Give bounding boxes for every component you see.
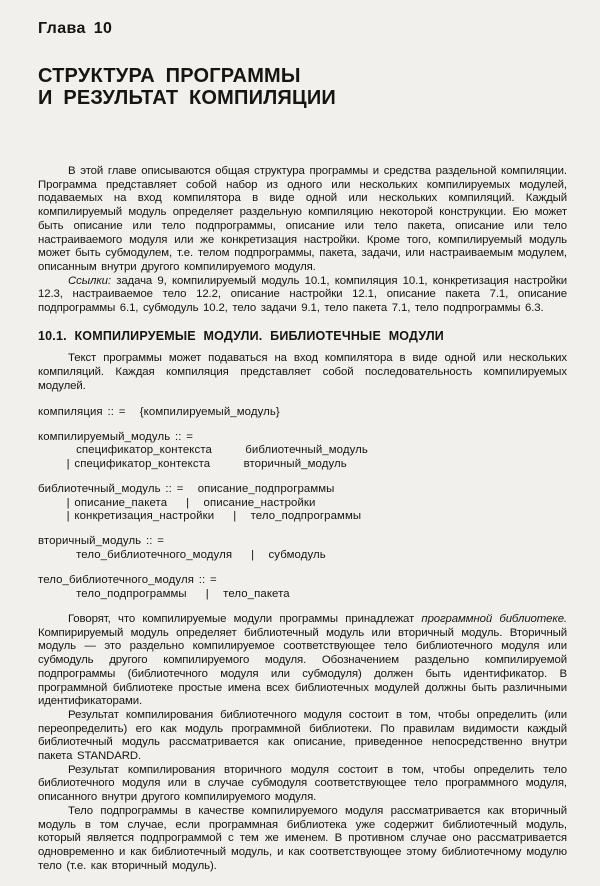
bnf-grammar bbox=[38, 406, 567, 601]
bnf-line: компилируемый_модуль :: = bbox=[38, 430, 194, 443]
bnf-rule-secondary-unit bbox=[38, 535, 567, 562]
section-paragraph-2-pre: Говорят, что компилируемые модули программы принадлежат bbox=[68, 613, 422, 626]
bnf-line: спецификатор_контекста библиотечный_модуль bbox=[38, 444, 368, 457]
bnf-line: | описание_пакета | описание_настройки bbox=[38, 496, 316, 509]
page-body bbox=[38, 165, 567, 873]
section-paragraph-4 bbox=[38, 764, 567, 805]
section-paragraph-5-text: Тело подпрограммы в качестве компилируемого модуля рассматривается как вторичный модуль в том случае, если программная библиотека уже содержит библиотечный модуль, который является подпрограммой с тем же именем. В противном случае оно рассматривается одновременно и как библиотечный модуль, и как соответствующее этому библиотечному модулю тело (т.е. как вторичный модуль). bbox=[38, 804, 567, 872]
bnf-line: тело_подпрограммы | тело_пакета bbox=[38, 587, 290, 600]
bnf-line: библиотечный_модуль :: = описание_подпрограммы bbox=[38, 483, 335, 496]
bnf-line: тело_библиотечного_модуля :: = bbox=[38, 574, 217, 587]
intro-paragraph-text: В этой главе описываются общая структура программы и средства раздельной компиляции. Программа представляет собой набор из одного или нескольких компилируемых модулей, подаваемых на вход компилятора в виде одной или нескольких компиляций. Каждый компилируемый модуль определяет раздельную компиляцию некоторой конструкции. Ею может быть описание или тело подпрограммы, описание или тело пакета, описание или тело настраиваемого модуля или же конкретизация настройки. Кроме того, компилируемый модуль может быть субмодулем, т.е. телом подпрограммы, пакета, задачи, или настраиваемым модулем, описанным внутри другого компилируемого модуля. bbox=[38, 165, 567, 273]
chapter-label: Глава 10 bbox=[38, 20, 113, 37]
section-paragraph-2-post: Компирируемый модуль определяет библиотечный модуль или вторичный модуль. Вторичный модуль — это раздельно компилируемое соответствующее тело библиотечного модуля или субмодуль другого компилируемого модуля. Обозначением раздельно компилируемой подпрограммы (библиотечного модуля или субмодуля) должен быть идентификатор. В программной библиотеке простые имена всех библиотечных модулей должны быть различными идентификаторами. bbox=[38, 626, 567, 708]
section-paragraph-2 bbox=[38, 613, 567, 709]
bnf-line: компиляция :: = {компилируемый_модуль} bbox=[38, 405, 280, 418]
bnf-rule-compilation-unit bbox=[38, 431, 567, 471]
chapter-title bbox=[38, 65, 567, 109]
section-paragraph-4-text: Результат компилирования вторичного модуля состоит в том, чтобы определить тело библиотечного модуля или в случае субмодуля соответствующее тело программного модуля, описанного внутри другого компилируемого модуля. bbox=[38, 763, 567, 804]
references-paragraph bbox=[38, 275, 567, 316]
bnf-line: вторичный_модуль :: = bbox=[38, 535, 165, 548]
section-paragraph-1 bbox=[38, 352, 567, 393]
bnf-rule-compilation bbox=[38, 406, 567, 419]
bnf-line: | конкретизация_настройки | тело_подпрограммы bbox=[38, 509, 362, 522]
section-paragraph-5 bbox=[38, 805, 567, 874]
section-paragraph-3-text: Результат компилирования библиотечного модуля состоит в том, чтобы определить (или переопределить) его как модуль программной библиотеки. По правилам видимости каждый библиотечный модуль рассматривается как описание, приведенное непосредственно внутри пакета STANDARD. bbox=[38, 708, 567, 763]
section-paragraph-2-italic: программной библиотеке. bbox=[421, 613, 567, 626]
intro-paragraph bbox=[38, 165, 567, 275]
references-text: задача 9, компилируемый модуль 10.1, компиляция 10.1, конкретизация настройки 12.3, настраиваемое тело 12.2, описание настройки 12.1, описание пакета 7.1, описание подпрограммы 6.1, субмодуль 10.2, тело задачи 9.1, тело пакета 7.1, тело подпрограммы 6.3. bbox=[38, 274, 567, 315]
chapter-title-line2: И РЕЗУЛЬТАТ КОМПИЛЯЦИИ bbox=[38, 87, 336, 109]
chapter-title-line1: СТРУКТУРА ПРОГРАММЫ bbox=[38, 65, 301, 87]
bnf-line: тело_библиотечного_модуля | субмодуль bbox=[38, 548, 326, 561]
bnf-rule-library-unit bbox=[38, 483, 567, 523]
references-label: Ссылки: bbox=[68, 274, 111, 287]
bnf-rule-library-unit-body bbox=[38, 574, 567, 601]
section-paragraph-3 bbox=[38, 709, 567, 764]
section-paragraph-1-text: Текст программы может подаваться на вход компилятора в виде одной или нескольких компиляций. Каждая компиляция представляет собой последовательность компилируемых модулей. bbox=[38, 352, 567, 392]
bnf-line: | спецификатор_контекста вторичный_модуль bbox=[38, 457, 347, 470]
section-heading-10-1: 10.1. КОМПИЛИРУЕМЫЕ МОДУЛИ. БИБЛИОТЕЧНЫЕ МОДУЛИ bbox=[38, 328, 444, 343]
